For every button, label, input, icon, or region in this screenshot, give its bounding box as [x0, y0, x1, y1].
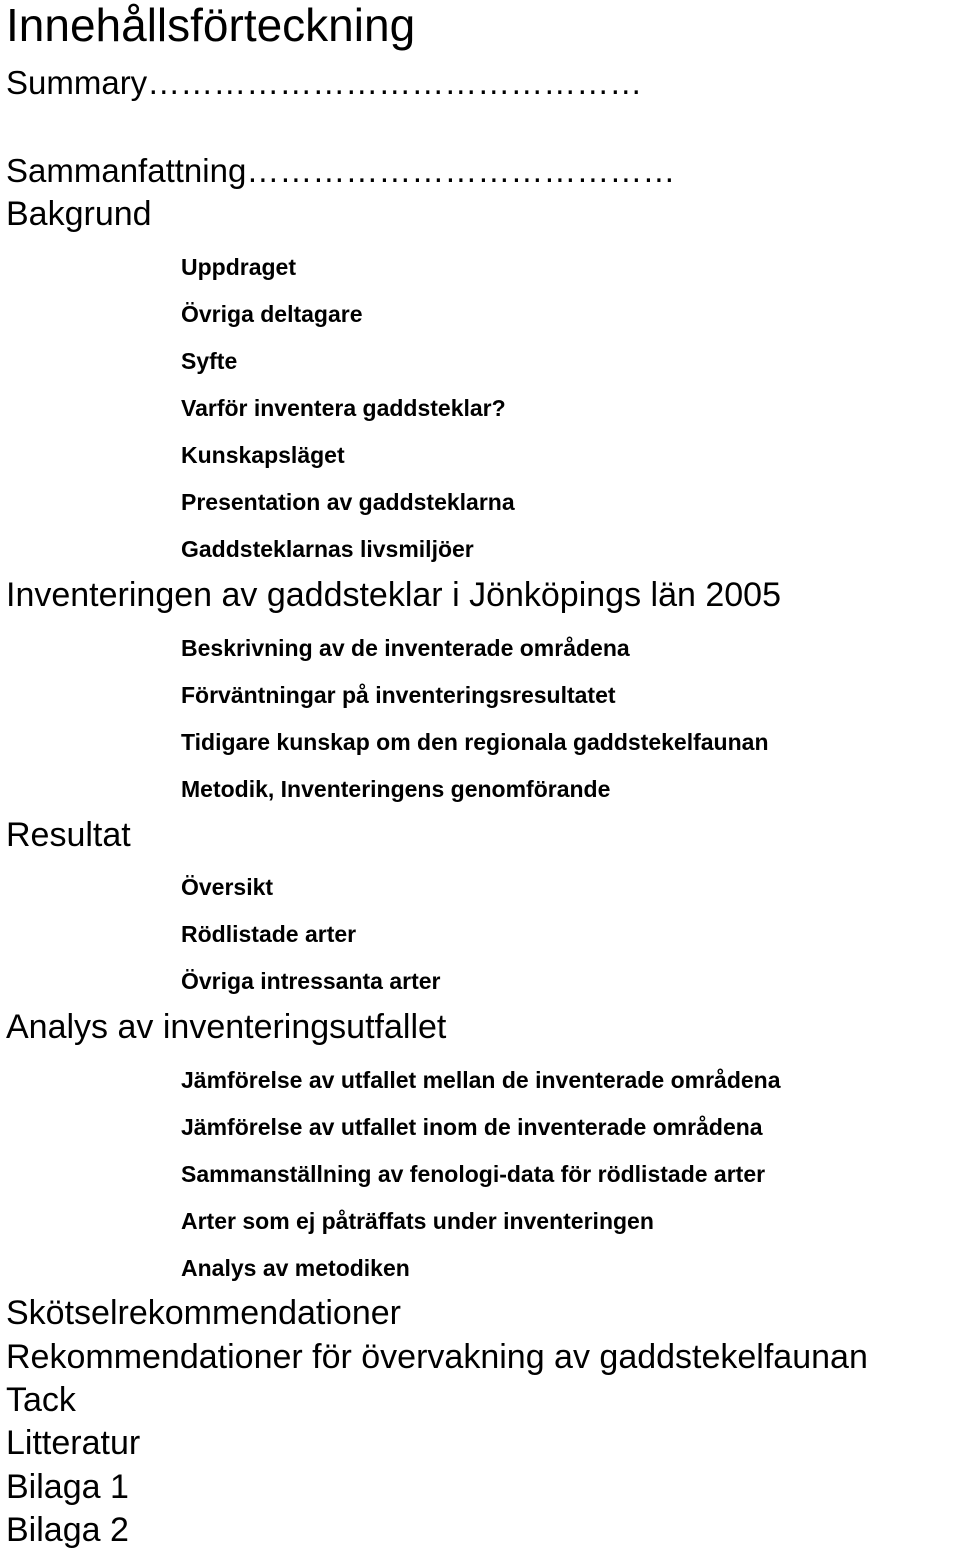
toc-heading-litteratur[interactable]: Litteratur — [6, 1424, 141, 1462]
toc-subentry[interactable]: Varför inventera gaddsteklar? — [181, 395, 506, 421]
toc-subentry[interactable]: Metodik, Inventeringens genomförande — [181, 776, 611, 802]
toc-entry-sammanfattning[interactable] — [6, 154, 675, 187]
toc-subentry[interactable]: Tidigare kunskap om den regionala gaddstekelfaunan — [181, 729, 769, 755]
toc-subentry[interactable]: Presentation av gaddsteklarna — [181, 489, 515, 515]
toc-subentry[interactable]: Analys av metodiken — [181, 1255, 410, 1281]
toc-subentry[interactable]: Övriga deltagare — [181, 301, 363, 327]
toc-heading-bakgrund[interactable]: Bakgrund — [6, 195, 152, 233]
toc-heading-inventeringen[interactable]: Inventeringen av gaddsteklar i Jönköpings län 2005 — [6, 576, 781, 614]
toc-entry-label: Summary — [6, 64, 148, 101]
dot-leader: ……………………………………… — [147, 64, 643, 101]
toc-subentry[interactable]: Förväntningar på inventeringsresultatet — [181, 682, 616, 708]
toc-subentry[interactable]: Sammanställning av fenologi-data för rödlistade arter — [181, 1161, 766, 1187]
toc-subentry[interactable]: Kunskapsläget — [181, 442, 345, 468]
toc-heading-tack[interactable]: Tack — [6, 1381, 76, 1419]
toc-subentry[interactable]: Översikt — [181, 874, 274, 900]
toc-subentry[interactable]: Arter som ej påträffats under inventeringen — [181, 1208, 654, 1234]
toc-subentry[interactable]: Rödlistade arter — [181, 921, 357, 947]
toc-heading-rekommendationer[interactable]: Rekommendationer för övervakning av gaddstekelfaunan — [6, 1338, 868, 1376]
toc-heading-resultat[interactable]: Resultat — [6, 816, 131, 854]
toc-heading-bilaga-2[interactable]: Bilaga 2 — [6, 1511, 129, 1549]
toc-subentry[interactable]: Beskrivning av de inventerade områdena — [181, 635, 630, 661]
toc-subentry[interactable]: Jämförelse av utfallet inom de inventerade områdena — [181, 1114, 763, 1140]
toc-subentry[interactable]: Uppdraget — [181, 254, 296, 280]
toc-subentry[interactable]: Gaddsteklarnas livsmiljöer — [181, 536, 474, 562]
toc-heading-skotsel[interactable]: Skötselrekommendationer — [6, 1294, 401, 1332]
toc-subentry[interactable]: Jämförelse av utfallet mellan de inventerade områdena — [181, 1067, 781, 1093]
toc-title: Innehållsförteckning — [6, 0, 416, 51]
toc-subentry[interactable]: Syfte — [181, 348, 238, 374]
toc-entry-summary[interactable] — [6, 66, 642, 99]
toc-heading-analys[interactable]: Analys av inventeringsutfallet — [6, 1008, 447, 1046]
toc-entry-label: Sammanfattning — [6, 152, 247, 189]
toc-heading-bilaga-1[interactable]: Bilaga 1 — [6, 1468, 129, 1506]
dot-leader: ………………………………… — [246, 152, 676, 189]
toc-subentry[interactable]: Övriga intressanta arter — [181, 968, 441, 994]
